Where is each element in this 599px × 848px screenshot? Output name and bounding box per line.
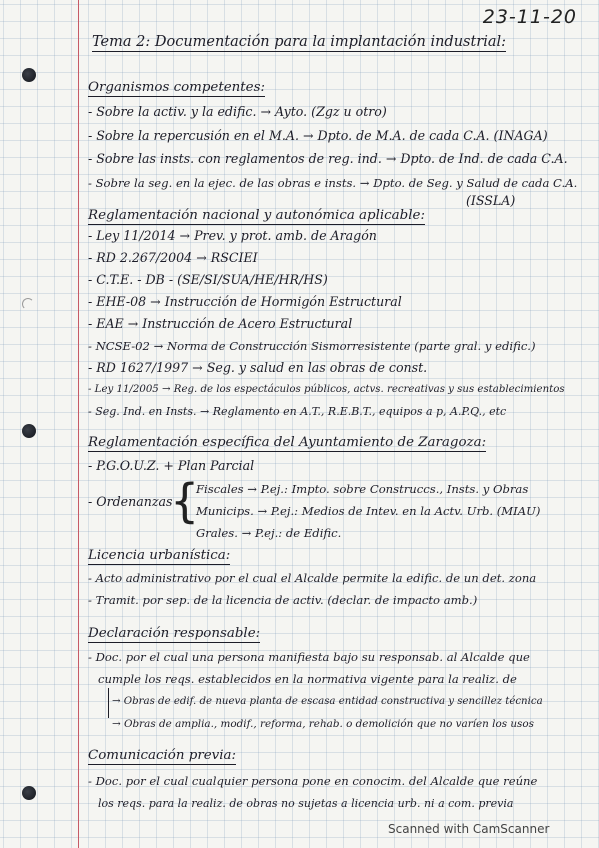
text-line: → Obras de edif. de nueva planta de escasa entidad constructiva y sencillez técnica bbox=[112, 696, 543, 707]
text-line: - Doc. por el cual cualquier persona pone en conocim. del Alcalde que reúne bbox=[88, 774, 538, 788]
text-line: - Sobre la seg. en la ejec. de las obras e insts. → Dpto. de Seg. y Salud de cada C.A. bbox=[88, 176, 578, 190]
binder-hole bbox=[22, 424, 36, 438]
brace: { bbox=[170, 474, 200, 528]
binder-hole bbox=[22, 68, 36, 82]
section-heading: Reglamentación específica del Ayuntamiento de Zaragoza: bbox=[88, 435, 487, 450]
text-line: - Ley 11/2005 → Reg. de los espectáculos públicos, actvs. recreativas y sus establecimientos bbox=[88, 384, 565, 395]
section-heading: Organismos competentes: bbox=[88, 80, 265, 95]
text-line: - Seg. Ind. en Insts. → Reglamento en A.T., R.E.B.T., equipos a p, A.P.Q., etc bbox=[88, 405, 507, 418]
text-line: - Sobre la repercusión en el M.A. → Dpto. de M.A. de cada C.A. (INAGA) bbox=[88, 128, 548, 143]
section-heading: Declaración responsable: bbox=[88, 626, 261, 641]
scanner-watermark: Scanned with CamScanner bbox=[388, 822, 550, 836]
date: 23-11-20 bbox=[482, 6, 577, 28]
text-line: los reqs. para la realiz. de obras no sujetas a licencia urb. ni a com. previa bbox=[98, 797, 514, 810]
text-line: - EAE → Instrucción de Acero Estructural bbox=[88, 316, 353, 331]
bracket-line bbox=[108, 688, 109, 718]
text-line: - Sobre la activ. y la edific. → Ayto. (Zgz u otro) bbox=[88, 104, 387, 119]
binder-hole-faint bbox=[22, 298, 34, 310]
text-line: cumple los reqs. establecidos en la normativa vigente para la realiz. de bbox=[98, 672, 517, 686]
text-line: - Acto administrativo por el cual el Alcalde permite la edific. de un det. zona bbox=[88, 571, 537, 585]
text-line: - Sobre las insts. con reglamentos de reg. ind. → Dpto. de Ind. de cada C.A. bbox=[88, 151, 568, 166]
text-line: - EHE-08 → Instrucción de Hormigón Estructural bbox=[88, 294, 402, 309]
margin-line bbox=[78, 0, 79, 848]
text-line: Grales. → P.ej.: de Edific. bbox=[196, 526, 342, 540]
text-line: - RD 1627/1997 → Seg. y salud en las obras de const. bbox=[88, 360, 428, 375]
binder-hole bbox=[22, 786, 36, 800]
page-title: Tema 2: Documentación para la implantación industrial: bbox=[92, 34, 507, 50]
section-heading: Reglamentación nacional y autonómica aplicable: bbox=[88, 208, 425, 223]
text-line: - C.T.E. - DB - (SE/SI/SUA/HE/HR/HS) bbox=[88, 272, 328, 287]
text-line: - RD 2.267/2004 → RSCIEI bbox=[88, 250, 258, 265]
text-line: - Ley 11/2014 → Prev. y prot. amb. de Aragón bbox=[88, 228, 377, 243]
text-line: - P.G.O.U.Z. + Plan Parcial bbox=[88, 458, 255, 473]
text-line: - NCSE-02 → Norma de Construcción Sismorresistente (parte gral. y edific.) bbox=[88, 339, 536, 353]
text-line: - Doc. por el cual una persona manifiesta bajo su responsab. al Alcalde que bbox=[88, 650, 530, 664]
text-line: (ISSLA) bbox=[466, 193, 516, 208]
section-heading: Comunicación previa: bbox=[88, 748, 236, 763]
section-heading: Licencia urbanística: bbox=[88, 548, 231, 563]
text-line: → Obras de amplia., modif., reforma, rehab. o demolición que no varíen los usos bbox=[112, 718, 534, 730]
text-line: Fiscales → P.ej.: Impto. sobre Construccs., Insts. y Obras bbox=[196, 482, 529, 496]
text-line: Municips. → P.ej.: Medios de Intev. en la Actv. Urb. (MIAU) bbox=[196, 504, 541, 518]
text-line: - Tramit. por sep. de la licencia de activ. (declar. de impacto amb.) bbox=[88, 593, 478, 607]
text-line: - Ordenanzas bbox=[88, 494, 173, 509]
